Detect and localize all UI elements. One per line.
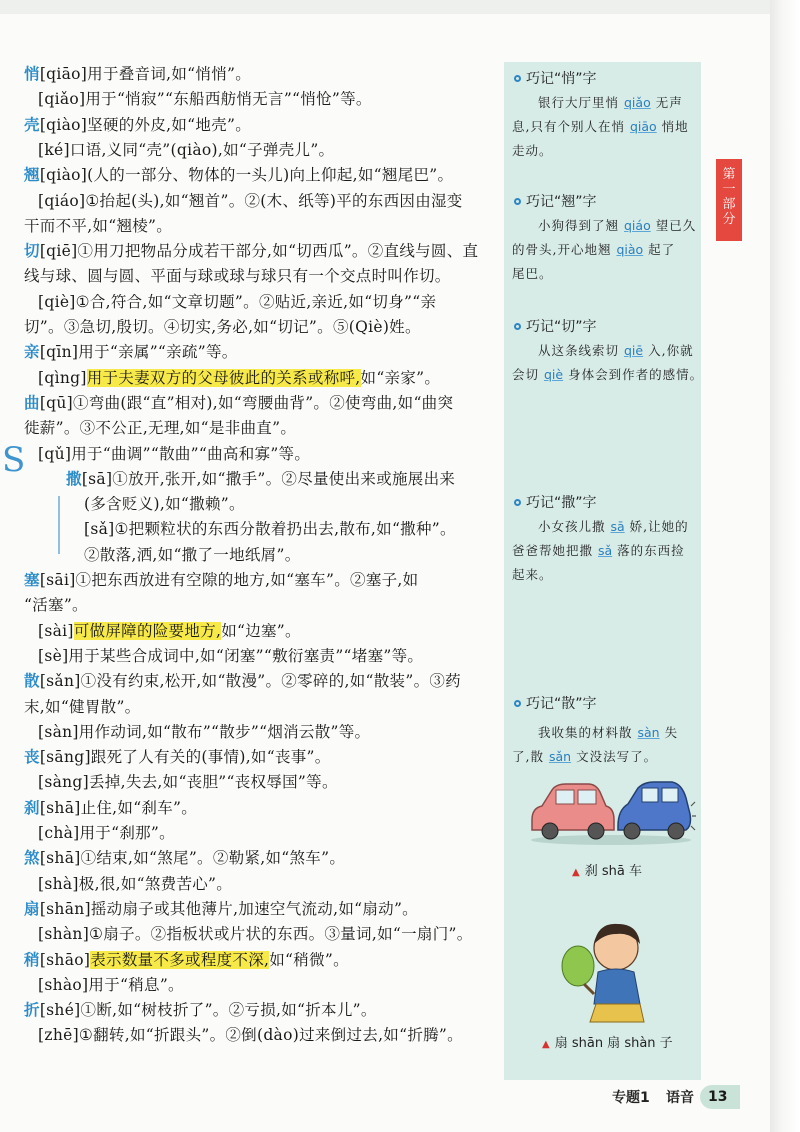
headword: 扇 bbox=[24, 898, 40, 918]
tip-line: 爸爸帮她把撒 sǎ 落的东西捡 bbox=[512, 543, 685, 558]
headword: 壳 bbox=[24, 114, 40, 134]
definition-text: 干而不平,如“翘棱”。 bbox=[24, 216, 173, 235]
headword: 亲 bbox=[24, 342, 40, 362]
headword: 稍 bbox=[24, 949, 40, 969]
definition-text: (多含贬义),如“撒赖”。 bbox=[84, 495, 245, 514]
tip-line: 银行大厅里悄 qiǎo 无声 bbox=[538, 95, 683, 110]
entry-line bbox=[24, 669, 461, 693]
definition-text: [qiǎo]用于“悄寂”“东船西舫悄无言”“悄怆”等。 bbox=[38, 90, 372, 109]
entry-line bbox=[24, 340, 238, 364]
triangle-icon: ▲ bbox=[542, 1039, 550, 1050]
definition-text: 末,如“健胃散”。 bbox=[24, 697, 141, 716]
tip-line: 会切 qiè 身体会到作者的感情。 bbox=[512, 367, 704, 382]
entry-line bbox=[24, 998, 377, 1022]
highlighted-text: 可做屏障的险要地方, bbox=[73, 621, 222, 640]
definition-text: 如“稍微”。 bbox=[269, 950, 349, 969]
definition-text: [chà]用于“刹那”。 bbox=[38, 824, 175, 842]
definition-text: [qiào]坚硬的外皮,如“地壳”。 bbox=[39, 115, 252, 134]
triangle-icon: ▲ bbox=[572, 867, 580, 878]
definition-text: [qiào](人的一部分、物体的一头儿)向上仰起,如“翘尾巴”。 bbox=[39, 166, 454, 185]
entry-line bbox=[24, 948, 349, 972]
headword: 塞 bbox=[24, 570, 40, 589]
tip-title bbox=[514, 693, 597, 715]
definition-text: [sàn]用作动词,如“散布”“散步”“烟消云散”等。 bbox=[38, 722, 371, 741]
definition-text: [qìng] bbox=[38, 368, 87, 387]
tip-line: 了,散 sǎn 文没法写了。 bbox=[512, 749, 658, 764]
entry-line bbox=[24, 695, 140, 719]
entry-line bbox=[38, 872, 232, 896]
entry-line bbox=[24, 315, 421, 339]
entry-line bbox=[38, 1023, 463, 1047]
illustration-caption: ▲ 刹 shā 车 bbox=[572, 864, 642, 879]
definition-text: 线与球、圆与圆、平面与球或球与球只有一个交点时叫作切。 bbox=[24, 267, 451, 286]
memory-tips-sidebar bbox=[504, 62, 704, 1080]
entry-line bbox=[38, 442, 310, 466]
illustration-caption: ▲ 扇 shān 扇 shàn 子 bbox=[542, 1036, 673, 1051]
entry-line bbox=[38, 973, 184, 997]
definition-text: [sè]用于某些合成词中,如“闭塞”“敷衍塞责”“堵塞”等。 bbox=[38, 646, 424, 665]
definition-text: “活塞”。 bbox=[24, 596, 88, 615]
footer-topic: 专题1 bbox=[612, 1090, 650, 1106]
definition-text: [sài] bbox=[38, 621, 74, 640]
tip-line: 从这条线索切 qiē 入,你就 bbox=[538, 343, 694, 358]
entry-line bbox=[38, 87, 372, 111]
headword: 撒 bbox=[66, 468, 82, 488]
definition-text: [sā]①放开,张开,如“撒手”。②尽量使出来或施展出来 bbox=[81, 469, 456, 488]
section-tab: 第 一 部 分 bbox=[716, 159, 742, 241]
bullet-icon bbox=[514, 75, 521, 82]
tip-title bbox=[514, 191, 597, 213]
definition-text: [qū]①弯曲(跟“直”相对),如“弯腰曲背”。②使弯曲,如“曲突 bbox=[39, 393, 454, 412]
entry-line bbox=[38, 720, 370, 744]
braking-cars-illustration bbox=[526, 770, 696, 848]
definition-text: ②散落,洒,如“撒了一地纸屑”。 bbox=[84, 545, 301, 564]
definition-text: [shān]摇动扇子或其他薄片,加速空气流动,如“扇动”。 bbox=[39, 899, 418, 918]
section-letter: S bbox=[2, 440, 26, 480]
headword: 丧 bbox=[24, 747, 40, 767]
highlighted-text: 用于夫妻双方的父母彼此的关系或称呼, bbox=[86, 368, 361, 387]
tip-line: 我收集的材料散 sàn 失 bbox=[538, 725, 679, 740]
page-number: 13 bbox=[700, 1085, 740, 1109]
entry-line bbox=[38, 922, 473, 946]
tip-line: 起来。 bbox=[512, 567, 553, 582]
entry-line bbox=[24, 239, 478, 263]
tip-title-text: 巧记“切”字 bbox=[526, 319, 597, 335]
definition-text: [qǔ]用于“曲调”“散曲”“曲高和寡”等。 bbox=[38, 444, 311, 463]
entry-line bbox=[24, 163, 453, 187]
tip-line: 息,只有个别人在悄 qiāo 悄地 bbox=[512, 119, 689, 134]
entry-line bbox=[38, 821, 175, 845]
bullet-icon bbox=[514, 499, 521, 506]
headword: 散 bbox=[24, 671, 40, 691]
entry-line bbox=[24, 214, 172, 238]
definition-text: [shàn]①扇子。②指板状或片状的东西。③量词,如“一扇门”。 bbox=[38, 925, 473, 944]
tip-title bbox=[514, 68, 597, 90]
definition-text: 徙薪”。③不公正,无理,如“是非曲直”。 bbox=[24, 419, 297, 438]
tip-title-text: 巧记“翘”字 bbox=[526, 194, 597, 210]
entry-line bbox=[38, 366, 440, 390]
definition-text: [sàng]丢掉,失去,如“丧胆”“丧权辱国”等。 bbox=[38, 773, 338, 792]
tip-title-text: 巧记“悄”字 bbox=[526, 71, 597, 87]
bullet-icon bbox=[514, 323, 521, 330]
bullet-icon bbox=[514, 700, 521, 707]
entry-line bbox=[24, 568, 418, 592]
headword: 折 bbox=[24, 1000, 40, 1020]
bullet-icon bbox=[514, 198, 521, 205]
definition-text: [qiē]①用刀把物品分成若干部分,如“切西瓜”。②直线与圆、直 bbox=[39, 242, 479, 261]
headword: 曲 bbox=[24, 392, 40, 412]
entry-line bbox=[66, 467, 455, 491]
definition-text: [sāi]①把东西放进有空隙的地方,如“塞车”。②塞子,如 bbox=[39, 571, 419, 589]
entry-line bbox=[24, 897, 418, 921]
tip-line: 小女孩儿撒 sā 娇,让她的 bbox=[538, 519, 689, 534]
tip-title-text: 巧记“撒”字 bbox=[526, 495, 597, 511]
definition-text: 如“亲家”。 bbox=[360, 368, 441, 387]
definition-text: [shào]用于“稍息”。 bbox=[38, 975, 184, 994]
definition-text: [qiè]①合,符合,如“文章切题”。②贴近,亲近,如“切身”“亲 bbox=[38, 292, 437, 311]
definition-text: [shà]极,很,如“煞费苦心”。 bbox=[38, 874, 233, 893]
entry-line bbox=[38, 770, 338, 794]
entry-line bbox=[24, 846, 345, 870]
entry-line bbox=[24, 62, 251, 86]
entry-line bbox=[24, 593, 88, 617]
headword: 刹 bbox=[24, 797, 40, 817]
definition-text: [shā]①结束,如“煞尾”。②勒紧,如“煞车”。 bbox=[39, 849, 346, 868]
definition-text: [shāo] bbox=[39, 950, 91, 969]
boy-fanning-illustration bbox=[560, 914, 660, 1032]
definition-text: [sāng]跟死了人有关的(事情),如“丧事”。 bbox=[39, 748, 331, 767]
definition-text: [sǎn]①没有约束,松开,如“散漫”。②零碎的,如“散装”。③药 bbox=[39, 672, 461, 691]
entry-line bbox=[38, 189, 463, 213]
definition-text: [ké]口语,义同“壳”(qiào),如“子弹壳儿”。 bbox=[38, 140, 335, 159]
headword: 翘 bbox=[24, 165, 40, 185]
tip-line: 走动。 bbox=[512, 143, 553, 158]
tip-title bbox=[514, 316, 597, 338]
tip-title bbox=[514, 492, 597, 514]
entry-line bbox=[24, 796, 197, 820]
highlighted-text: 表示数量不多或程度不深, bbox=[90, 950, 270, 969]
definition-text: [qīn]用于“亲属”“亲疏”等。 bbox=[39, 343, 238, 362]
tip-title-text: 巧记“散”字 bbox=[526, 696, 597, 712]
headword: 煞 bbox=[24, 848, 40, 868]
headword: 切 bbox=[24, 241, 40, 261]
tip-line: 的骨头,开心地翘 qiào 起了 bbox=[512, 242, 676, 257]
entry-line bbox=[38, 644, 423, 668]
definition-text: [shé]①断,如“树枝折了”。②亏损,如“折本儿”。 bbox=[39, 1001, 377, 1020]
entry-line bbox=[38, 619, 301, 643]
definition-text: 切”。③急切,殷切。④切实,务必,如“切记”。⑤(Qiè)姓。 bbox=[24, 318, 421, 336]
tip-line: 小狗得到了翘 qiáo 望已久 bbox=[538, 218, 697, 233]
section-bar bbox=[58, 496, 60, 554]
definition-text: [shā]止住,如“刹车”。 bbox=[39, 798, 198, 817]
definition-text: [sǎ]①把颗粒状的东西分散着扔出去,散布,如“撒种”。 bbox=[84, 520, 456, 539]
entry-line bbox=[38, 138, 334, 162]
definition-text: 如“边塞”。 bbox=[221, 621, 301, 640]
entry-line bbox=[38, 290, 436, 314]
definition-text: [zhē]①翻转,如“折跟头”。②倒(dào)过来倒过去,如“折腾”。 bbox=[38, 1026, 463, 1045]
headword: 悄 bbox=[24, 64, 40, 83]
entry-line bbox=[24, 391, 453, 415]
footer-subject: 语音 bbox=[666, 1090, 694, 1106]
entry-line bbox=[84, 517, 456, 541]
definition-text: [qiāo]用于叠音词,如“悄悄”。 bbox=[39, 65, 252, 83]
entry-line bbox=[24, 113, 251, 137]
top-band bbox=[0, 0, 770, 14]
entry-line bbox=[84, 543, 301, 567]
entry-line bbox=[24, 745, 331, 769]
entry-line bbox=[24, 264, 451, 288]
entry-line bbox=[84, 492, 245, 516]
entry-line bbox=[24, 416, 296, 440]
page-edge bbox=[770, 0, 800, 1132]
definition-text: [qiáo]①抬起(头),如“翘首”。②(木、纸等)平的东西因由湿变 bbox=[38, 191, 463, 210]
tip-line: 尾巴。 bbox=[512, 266, 553, 281]
